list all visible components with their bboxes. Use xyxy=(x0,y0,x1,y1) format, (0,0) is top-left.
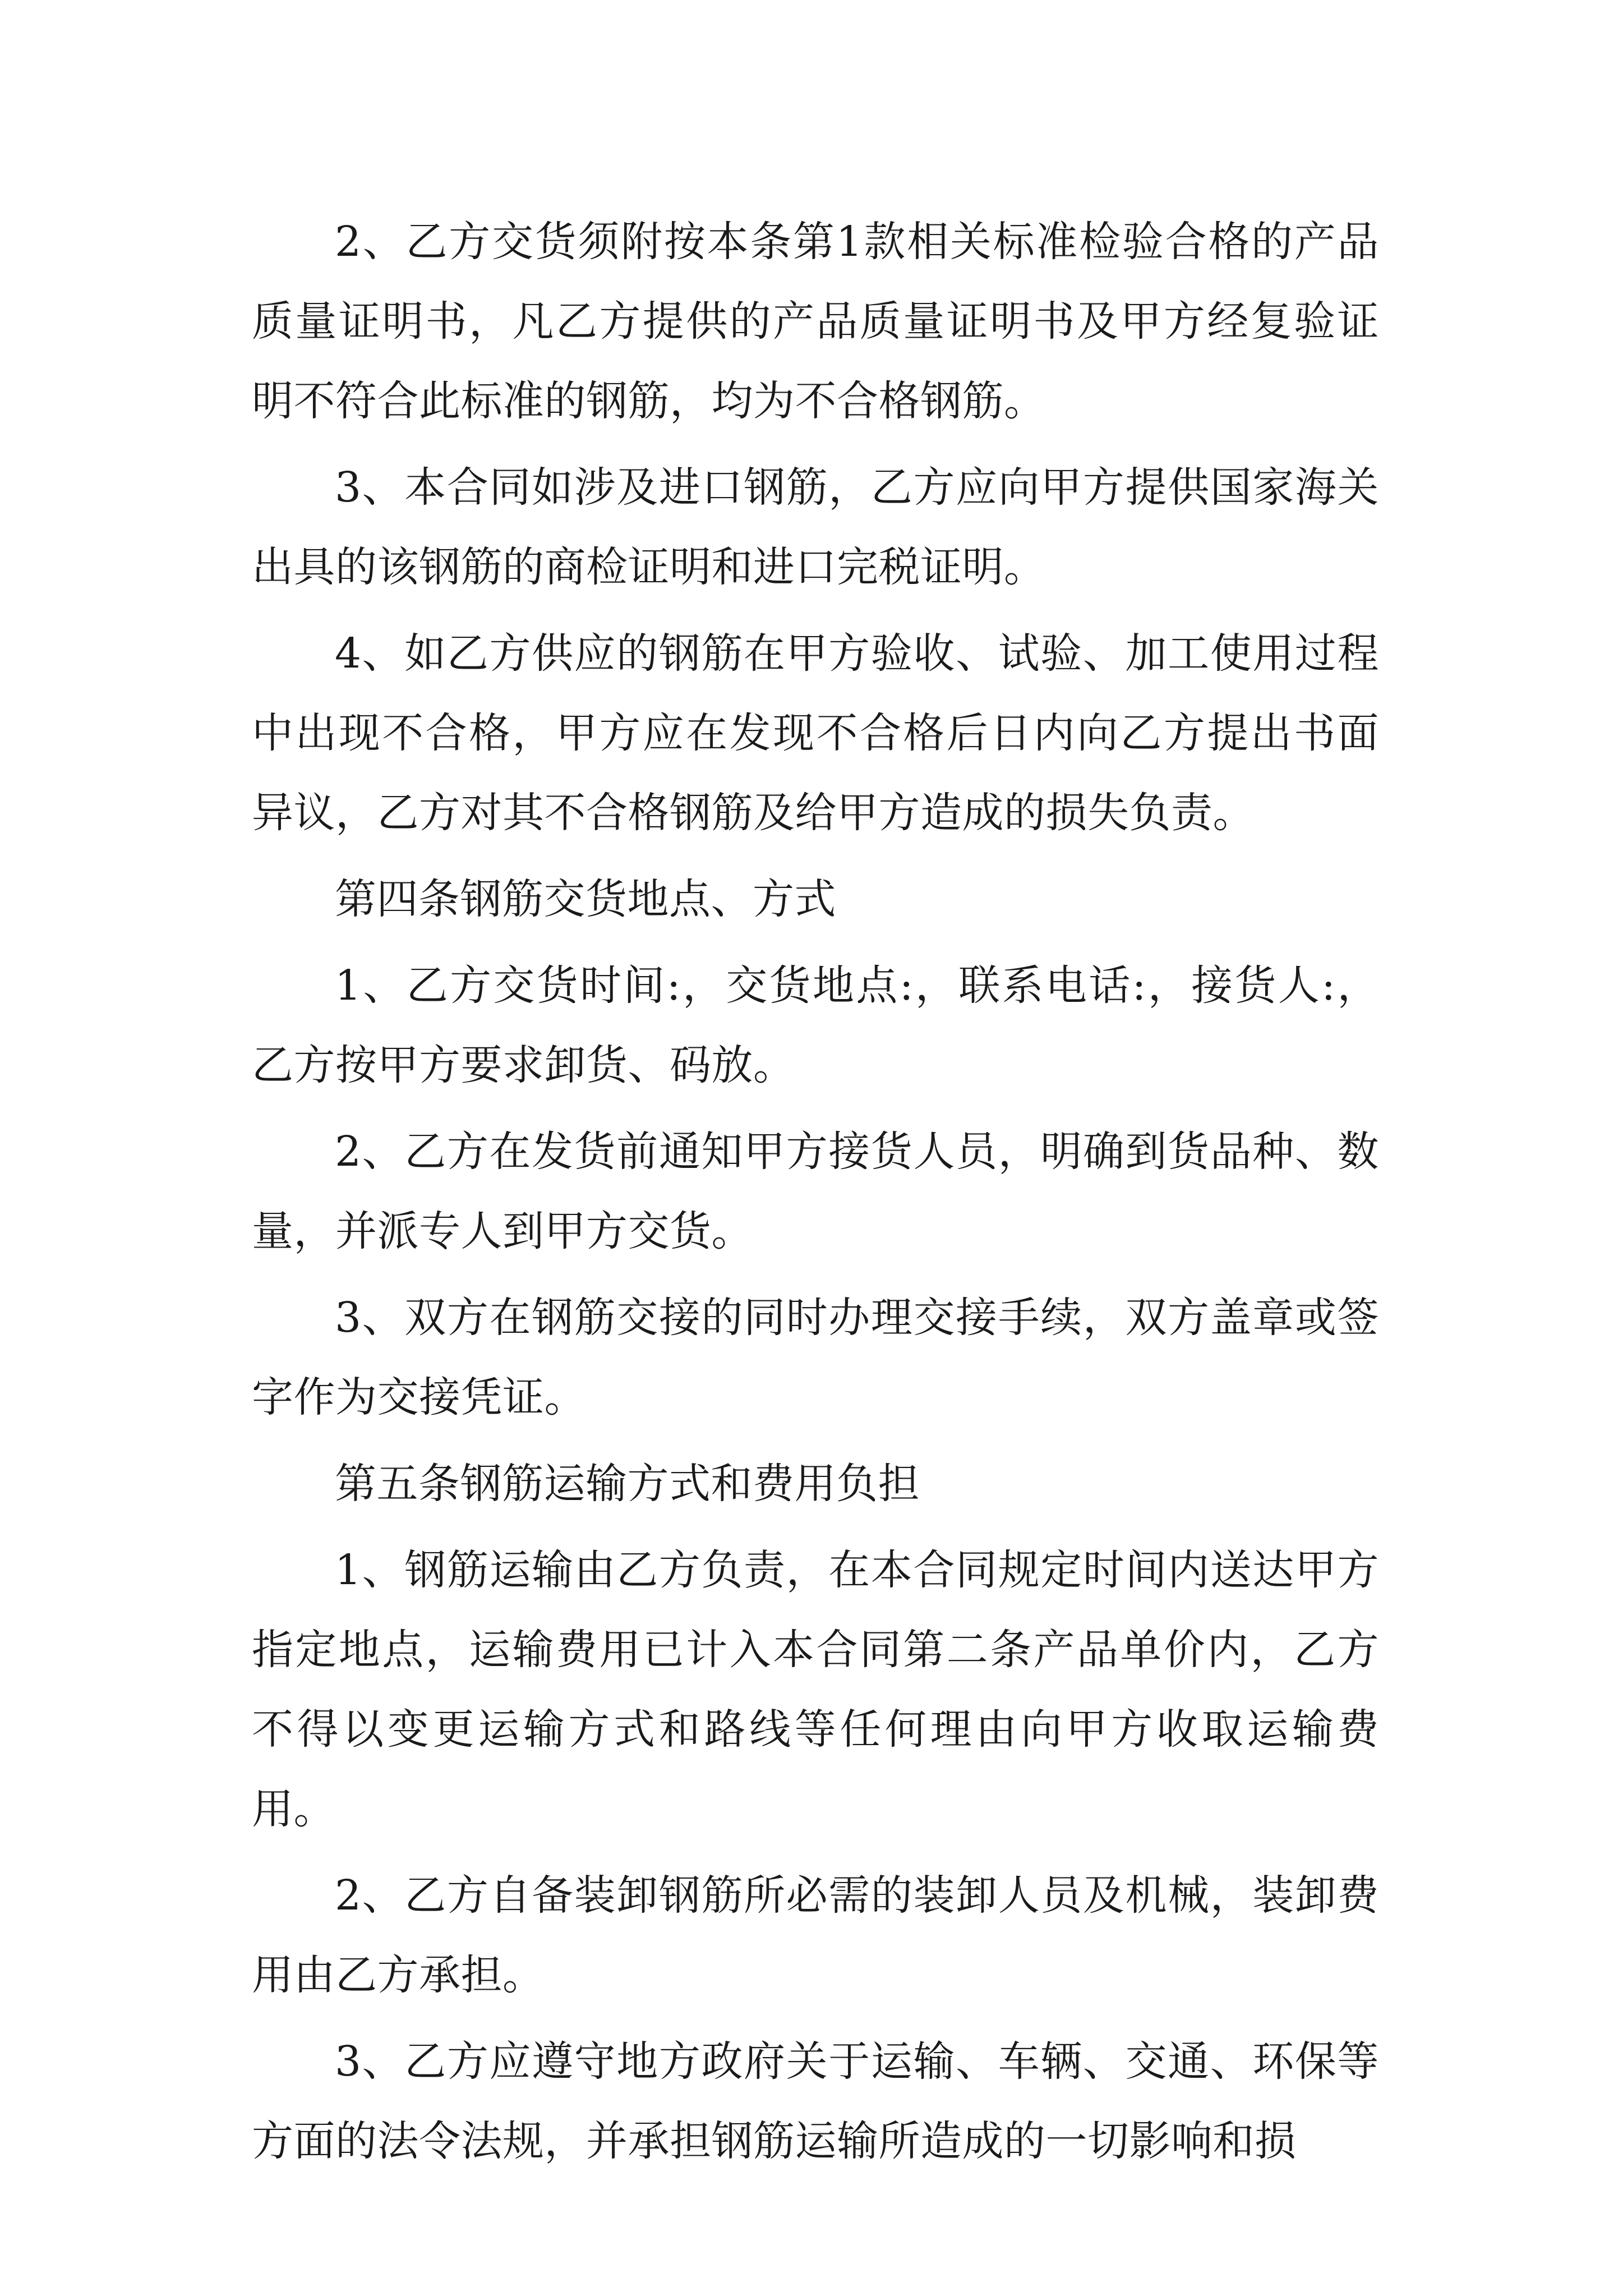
paragraph-nonconformity-objection: 4、如乙方供应的钢筋在甲方验收、试验、加工使用过程中出现不合格，甲方应在发现不合格后日内向乙方提出书面异议，乙方对其不合格钢筋及给甲方造成的损失负责。 xyxy=(252,629,1379,837)
section-heading-article-4: 第四条钢筋交货地点、方式 xyxy=(335,875,836,923)
paragraph-quality-certificate: 2、乙方交货须附按本条第1款相关标准检验合格的产品质量证明书，凡乙方提供的产品质量证明书及甲方经复验证明不符合此标准的钢筋，均为不合格钢筋。 xyxy=(252,218,1379,425)
paragraph-delivery-time-place: 1、乙方交货时间:，交货地点:，联系电话:，接货人:，乙方按甲方要求卸货、码放。 xyxy=(252,961,1379,1089)
paragraph-regulation-compliance: 3、乙方应遵守地方政府关于运输、车辆、交通、环保等方面的法令法规，并承担钢筋运输所造成的一切影响和损 xyxy=(252,2037,1379,2165)
document-body xyxy=(252,202,1379,2188)
section-heading-article-5: 第五条钢筋运输方式和费用负担 xyxy=(335,1460,920,1508)
paragraph-handover-procedure: 3、双方在钢筋交接的同时办理交接手续，双方盖章或签字作为交接凭证。 xyxy=(252,1294,1379,1421)
paragraph-import-certificate: 3、本合同如涉及进口钢筋，乙方应向甲方提供国家海关出具的该钢筋的商检证明和进口完税证明。 xyxy=(252,463,1379,591)
paragraph-loading-unloading: 2、乙方自备装卸钢筋所必需的装卸人员及机械，装卸费用由乙方承担。 xyxy=(252,1871,1379,1999)
paragraph-delivery-notice: 2、乙方在发货前通知甲方接货人员，明确到货品种、数量，并派专人到甲方交货。 xyxy=(252,1128,1379,1255)
paragraph-transport-responsibility: 1、钢筋运输由乙方负责，在本合同规定时间内送达甲方指定地点，运输费用已计入本合同第二条产品单价内，乙方不得以变更运输方式和路线等任何理由向甲方收取运输费用。 xyxy=(252,1546,1379,1833)
